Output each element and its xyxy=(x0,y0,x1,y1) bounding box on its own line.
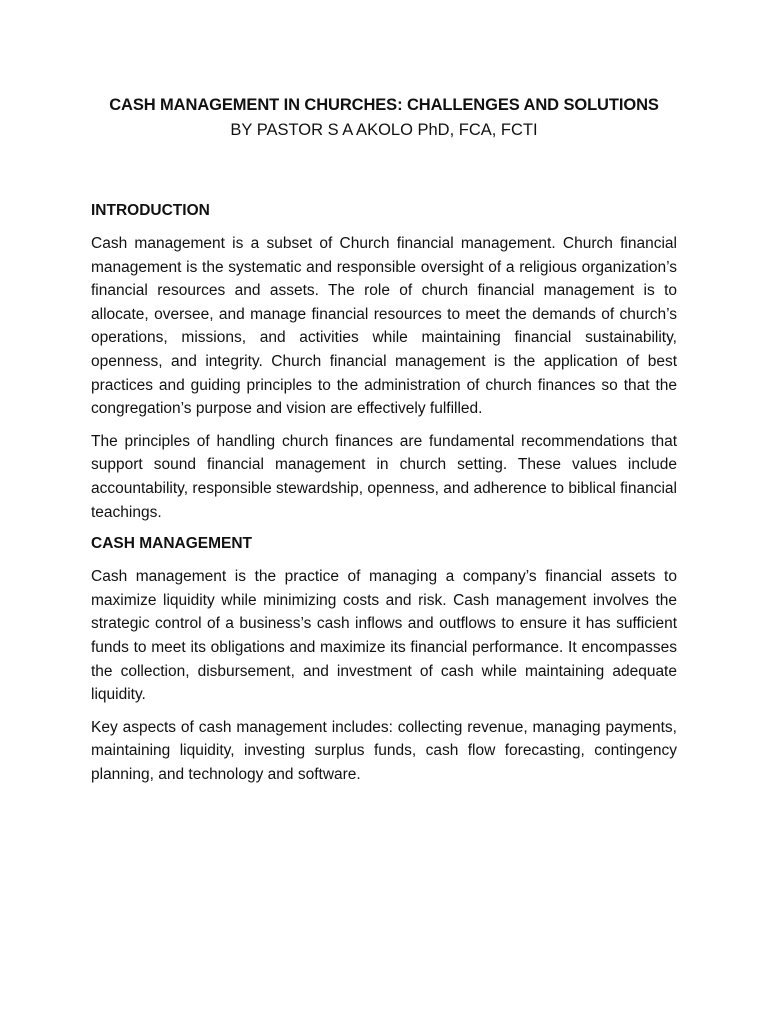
section-heading-introduction: INTRODUCTION xyxy=(91,202,210,219)
introduction-paragraph-2: The principles of handling church finances are fundamental recommendations that support sound financial management in church setting. These values include accountability, responsible stewardship, openness, and adherence to biblical financial teachings. xyxy=(91,432,677,521)
cash-management-paragraph-1: Cash management is the practice of managing a company’s financial assets to maximize liquidity while minimizing costs and risk. Cash management involves the strategic control of a business’s cash inflows and outflows to ensure it has sufficient funds to meet its obligations and maximize its financial performance. It encompasses the collection, disbursement, and investment of cash while maintaining adequate liquidity. xyxy=(91,568,677,704)
section-heading-cash-management: CASH MANAGEMENT xyxy=(91,535,253,553)
cash-management-paragraph-2: Key aspects of cash management includes: collecting revenue, managing payments, maintaining liquidity, investing surplus funds, cash flow forecasting, contingency planning, and technology and software. xyxy=(91,718,677,783)
document-page xyxy=(91,93,677,786)
introduction-paragraph-1: Cash management is a subset of Church financial management. Church financial management is the systematic and responsible oversight of a religious organization’s financial resources and assets. The role of church financial management is to allocate, oversee, and manage financial resources to meet the demands of church’s operations, missions, and activities while maintaining financial sustainability, openness, and integrity. Church financial management is the application of best practices and guiding principles to the administration of church finances so that the congregation’s purpose and vision are effectively fulfilled. xyxy=(91,235,677,418)
document-title: CASH MANAGEMENT IN CHURCHES: CHALLENGES AND SOLUTIONS xyxy=(109,96,659,114)
document-byline: BY PASTOR S A AKOLO PhD, FCA, FCTI xyxy=(230,121,538,139)
